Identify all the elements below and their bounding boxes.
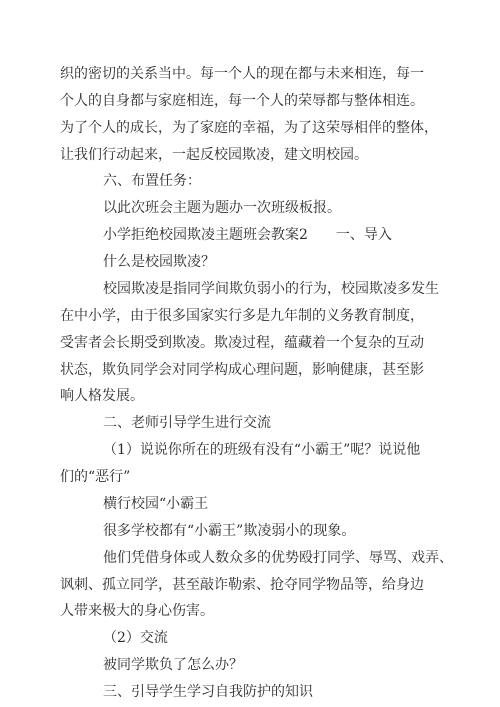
text-line: 被同学欺负了怎么办？ (103, 657, 243, 674)
section-heading: 三、引导学生学习自我防护的知识 (103, 684, 313, 700)
text-line: （2）交流 (103, 630, 168, 647)
section-heading: 一、导入 (335, 227, 392, 244)
text-line: 他们凭借身体或人数众多的优势殴打同学、辱骂、戏弄、 (103, 549, 453, 566)
text-line: 讽刺、孤立同学，甚至敲诈勒索、抢夺同学物品等，给身边 (60, 576, 424, 593)
text-line: 横行校园“小霸王 (103, 495, 209, 512)
text-line: 校园欺凌是指同学间欺负弱小的行为，校园欺凌多发生 (103, 280, 439, 297)
text-line: 受害者会长期受到欺凌。欺凌过程，蕴藏着一个复杂的互动 (60, 334, 424, 351)
text-line: 以此次班会主题为题办一次班级板报。 (103, 200, 341, 217)
text-line: 响人格发展。 (60, 388, 144, 405)
text-line: 状态，欺负同学会对同学构成心理问题，影响健康，甚至影 (60, 361, 424, 378)
text-line: 很多学校都有“小霸王”欺凌弱小的现象。 (103, 522, 356, 539)
text-line: 让我们行动起来，一起反校园欺凌，建文明校园。 (60, 146, 368, 163)
text-line: 在中小学，由于很多国家实行多是九年制的义务教育制度， (60, 307, 424, 324)
text-line: 们的“恶行” (60, 469, 131, 486)
text-line: 人带来极大的身心伤害。 (60, 603, 214, 620)
text-line: 什么是校园欺凌？ (103, 254, 215, 271)
text-line: （1）说说你所在的班级有没有“小霸王”呢？说说他 (103, 442, 421, 459)
lesson-title: 小学拒绝校园欺凌主题班会教案2 (103, 227, 308, 244)
lesson-title-line (103, 223, 392, 247)
section-heading: 二、老师引导学生进行交流 (103, 415, 271, 432)
section-heading: 六、布置任务： (103, 173, 201, 190)
text-line: 为了个人的成长，为了家庭的幸福，为了这荣辱相伴的整体， (60, 119, 438, 136)
text-line: 个人的自身都与家庭相连，每一个人的荣辱都与整体相连。 (60, 92, 424, 109)
text-line: 织的密切的关系当中。每一个人的现在都与未来相连，每一 (60, 66, 424, 82)
